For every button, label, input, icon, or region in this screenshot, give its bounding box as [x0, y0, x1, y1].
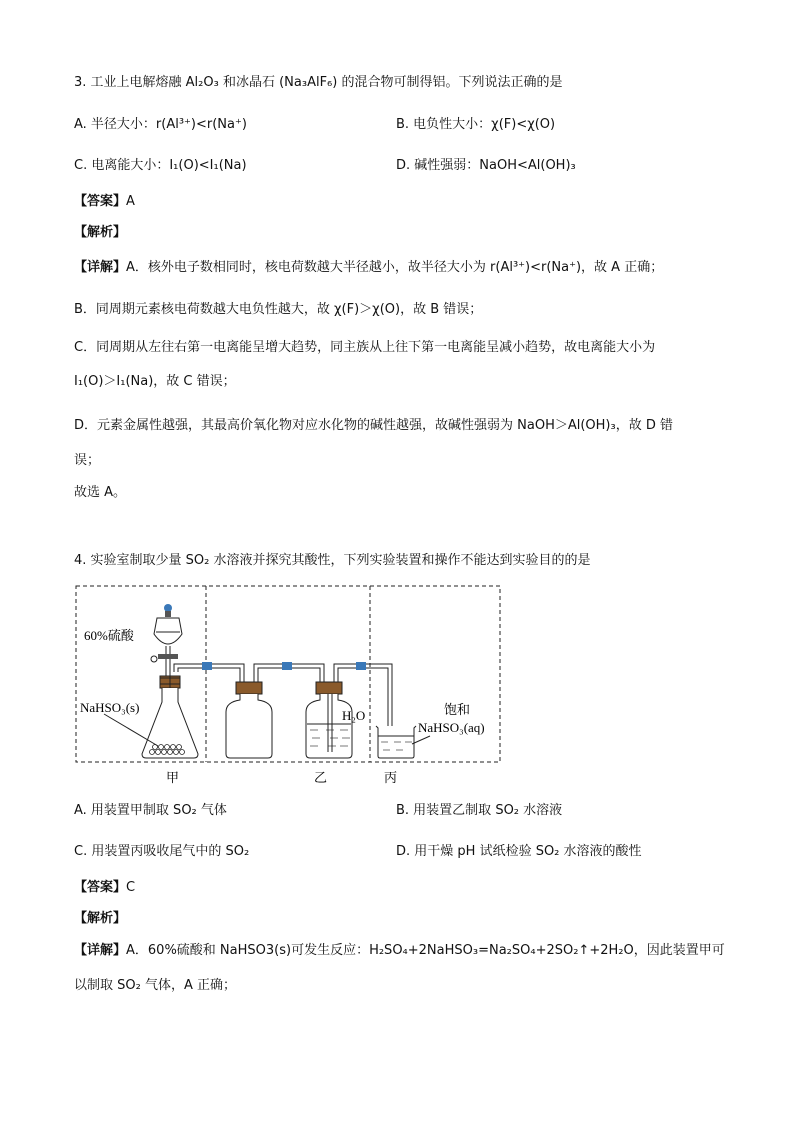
- q4-option-b: B. 用装置乙制取 SO₂ 水溶液: [396, 803, 563, 818]
- label-bing: 丙: [384, 771, 398, 786]
- water-label: H₂O: [342, 708, 366, 723]
- solid-label: NaHSO₃(s): [80, 700, 140, 715]
- q4-stem: 4. 实验室制取少量 SO₂ 水溶液并探究其酸性，下列实验装置和操作不能达到实验目的的是: [74, 553, 591, 568]
- beaker: [376, 726, 416, 758]
- conical-flask: [142, 672, 198, 758]
- q3-stem: 3. 工业上电解熔融 Al₂O₃ 和冰晶石 (Na₃AlF₆) 的混合物可制得铝。下列说法正确的是: [74, 75, 563, 90]
- answer-value: A: [126, 194, 135, 209]
- detail-label: 【详解】: [74, 943, 127, 958]
- sat-label-1: 饱和: [444, 702, 471, 717]
- sat-label-2: NaHSO₃(aq): [418, 720, 485, 735]
- label-jia: 甲: [166, 771, 180, 786]
- q4-option-d: D. 用干燥 pH 试纸检验 SO₂ 水溶液的酸性: [396, 844, 642, 859]
- q3-option-c: C. 电离能大小：I₁(O)<I₁(Na): [74, 158, 247, 173]
- q4-analysis-label: 【解析】: [74, 911, 127, 926]
- acid-label: 60%硫酸: [84, 628, 134, 643]
- solid-pointer: [104, 714, 158, 746]
- q4-answer: [74, 879, 135, 897]
- q3-detail-a: [74, 259, 663, 277]
- q4-option-a: A. 用装置甲制取 SO₂ 气体: [74, 803, 227, 818]
- q3-detail-c2: I₁(O)＞I₁(Na)，故 C 错误；: [74, 374, 236, 389]
- q3-option-d: D. 碱性强弱：NaOH<Al(OH)₃: [396, 158, 576, 173]
- detail-text: A．60%硫酸和 NaHSO3(s)可发生反应：H₂SO₄+2NaHSO₃=Na₂SO₄+2SO₂↑+2H₂O，因此装置甲可: [126, 943, 725, 958]
- apparatus-figure: [74, 584, 506, 789]
- connecting-tubes: [174, 664, 392, 742]
- detail-text: A．核外电子数相同时，核电荷数越大半径越小，故半径大小为 r(Al³⁺)<r(Na⁺)，故 A 正确；: [126, 260, 664, 275]
- q3-option-b: B. 电负性大小：χ(F)<χ(O): [396, 117, 556, 132]
- answer-value: C: [126, 880, 136, 895]
- q3-detail-b: B．同周期元素核电荷数越大电负性越大，故 χ(F)＞χ(O)，故 B 错误；: [74, 302, 483, 317]
- detail-label: 【详解】: [74, 260, 127, 275]
- q3-option-a: A. 半径大小：r(Al³⁺)<r(Na⁺): [74, 117, 247, 132]
- empty-bottle: [226, 682, 272, 758]
- label-yi: 乙: [314, 771, 328, 786]
- answer-label: 【答案】: [74, 194, 127, 209]
- answer-label: 【答案】: [74, 880, 127, 895]
- q3-conclusion: 故选 A。: [74, 485, 127, 500]
- q4-option-c: C. 用装置丙吸收尾气中的 SO₂: [74, 844, 250, 859]
- q4-detail-a1: [74, 942, 725, 960]
- q3-detail-c1: C．同周期从左往右第一电离能呈增大趋势，同主族从上往下第一电离能呈减小趋势，故电离能大小为: [74, 340, 656, 355]
- q4-detail-a2: 以制取 SO₂ 气体，A 正确；: [74, 978, 236, 993]
- separatory-funnel: [151, 604, 182, 676]
- q3-detail-d1: D．元素金属性越强，其最高价氧化物对应水化物的碱性越强，故碱性强弱为 NaOH＞Al(OH)₃，故 D 错: [74, 418, 673, 433]
- q3-detail-d2: 误；: [74, 453, 101, 468]
- q3-answer: [74, 193, 135, 211]
- q3-analysis-label: 【解析】: [74, 225, 127, 240]
- tube-joints: [202, 662, 366, 670]
- sat-pointer: [412, 736, 430, 744]
